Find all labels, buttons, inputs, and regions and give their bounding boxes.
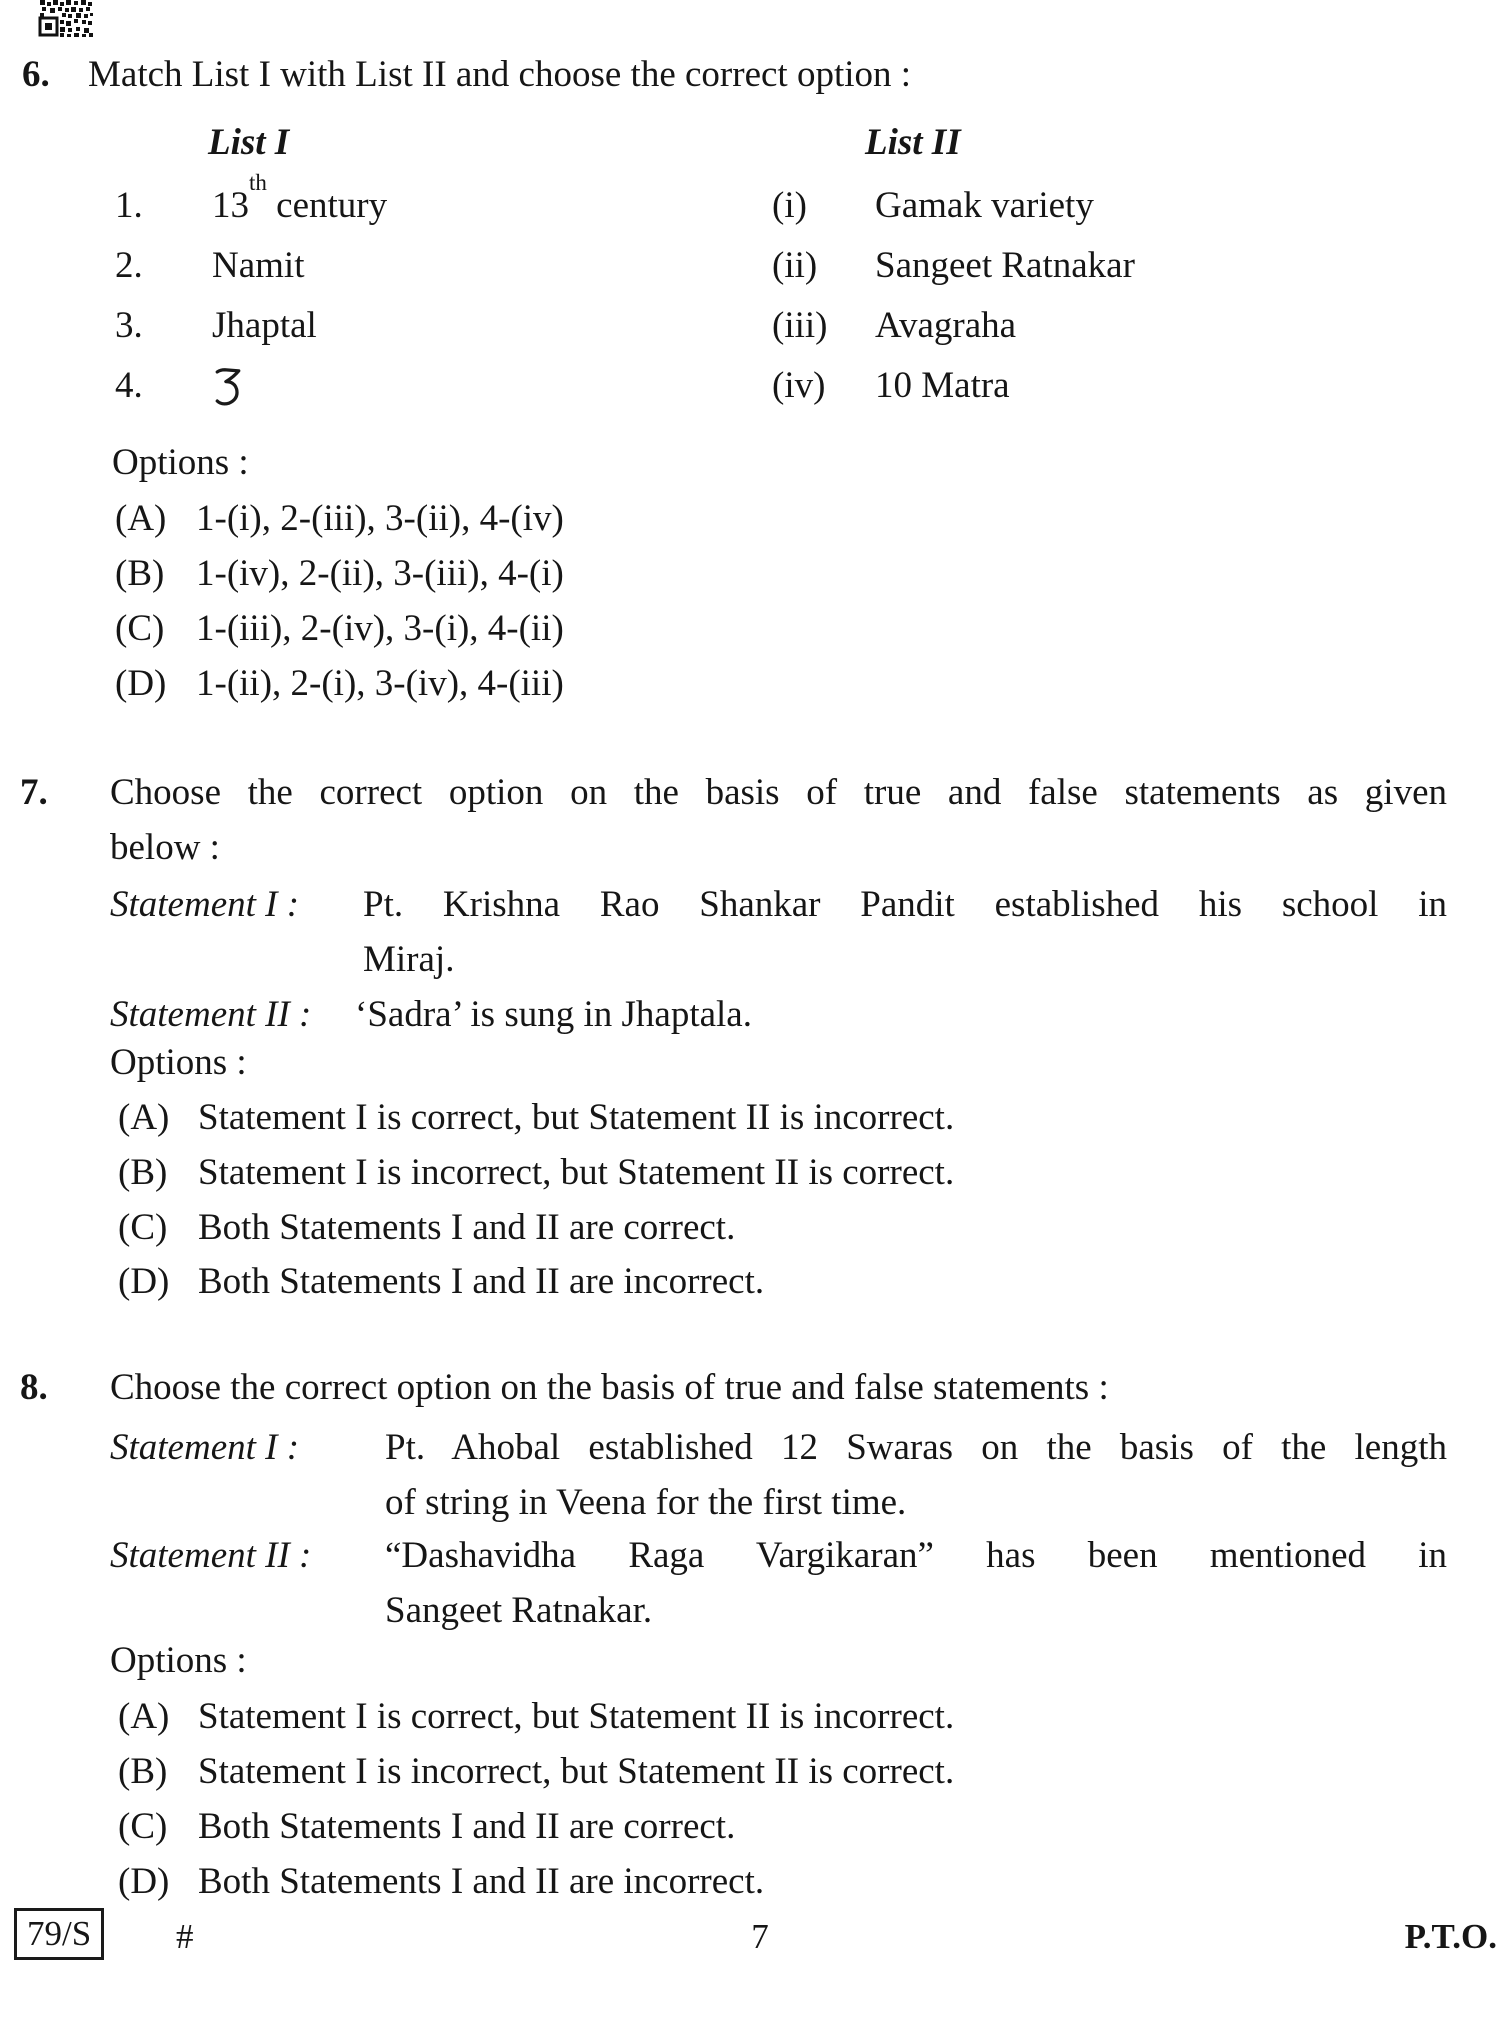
- question-number: 7.: [20, 772, 48, 813]
- option-text: Statement I is correct, but Statement II is incorrect.: [198, 1097, 955, 1138]
- option-label: (B): [118, 1751, 168, 1792]
- list-item-number: 2.: [115, 245, 143, 286]
- option-label: (D): [115, 663, 167, 704]
- footer-hash: #: [176, 1917, 194, 1956]
- list-item-text: 10 Matra: [875, 365, 1010, 406]
- question-text: Match List I with List II and choose the correct option :: [88, 54, 912, 95]
- option-text: Both Statements I and II are correct.: [198, 1806, 736, 1847]
- option-label: (C): [118, 1806, 168, 1847]
- footer-page-number: 7: [751, 1917, 769, 1956]
- list-item-text: Sangeet Ratnakar: [875, 245, 1135, 286]
- statement-line: Pt. Ahobal established 12 Swaras on the basis of the length: [385, 1427, 1447, 1468]
- options-label: Options :: [110, 1042, 247, 1083]
- list-item-number: (ii): [772, 245, 818, 286]
- statement-line: “Dashavidha Raga Vargikaran” has been mentioned in: [385, 1535, 1447, 1576]
- question-number: 6.: [22, 54, 50, 95]
- statement-label: Statement II :: [110, 994, 312, 1035]
- statement-label: Statement I :: [110, 1427, 300, 1468]
- option-label: (D): [118, 1261, 170, 1302]
- list-item-number: (iii): [772, 305, 828, 346]
- list-item-text: Gamak variety: [875, 185, 1094, 226]
- footer-pto: P.T.O.: [1404, 1917, 1497, 1956]
- option-text: Statement I is incorrect, but Statement II is correct.: [198, 1751, 955, 1792]
- option-label: (A): [118, 1097, 170, 1138]
- option-text: 1-(iii), 2-(iv), 3-(i), 4-(ii): [196, 608, 564, 649]
- list-item-text: Avagraha: [875, 305, 1017, 346]
- list-item-text: Jhaptal: [212, 305, 317, 346]
- list-ii-header: List II: [865, 122, 961, 163]
- footer-paper-code: 79/S: [14, 1908, 104, 1960]
- question-text: below :: [110, 827, 220, 868]
- list-item-number: 3.: [115, 305, 143, 346]
- option-text: Both Statements I and II are incorrect.: [198, 1261, 765, 1302]
- question-text: Choose the correct option on the basis of true and false statements :: [110, 1367, 1109, 1408]
- statement-line: Miraj.: [363, 939, 455, 980]
- list-item-number: 4.: [115, 365, 143, 406]
- options-label: Options :: [110, 1640, 247, 1681]
- option-text: Statement I is incorrect, but Statement II is correct.: [198, 1152, 955, 1193]
- option-label: (C): [118, 1207, 168, 1248]
- list-i-header: List I: [208, 122, 290, 163]
- option-text: 1-(ii), 2-(i), 3-(iv), 4-(iii): [196, 663, 564, 704]
- option-text: Statement I is correct, but Statement II is incorrect.: [198, 1696, 955, 1737]
- options-label: Options :: [112, 442, 249, 483]
- statement-label: Statement I :: [110, 884, 300, 925]
- option-label: (B): [118, 1152, 168, 1193]
- list-item-number: 1.: [115, 185, 143, 226]
- list-item-number: (iv): [772, 365, 826, 406]
- question-number: 8.: [20, 1367, 48, 1408]
- option-text: 1-(i), 2-(iii), 3-(ii), 4-(iv): [196, 498, 564, 539]
- list-item-text: Namit: [212, 245, 305, 286]
- option-label: (D): [118, 1861, 170, 1902]
- statement-line: of string in Veena for the first time.: [385, 1482, 907, 1523]
- option-label: (A): [115, 498, 167, 539]
- superscript: th: [249, 169, 267, 195]
- option-text: 1-(iv), 2-(ii), 3-(iii), 4-(i): [196, 553, 564, 594]
- qr-code: [38, 0, 94, 38]
- statement-line: ‘Sadra’ is sung in Jhaptala.: [355, 994, 752, 1035]
- option-label: (C): [115, 608, 165, 649]
- option-label: (B): [115, 553, 165, 594]
- avagraha-symbol: [214, 366, 242, 408]
- list-item-number: (i): [772, 185, 807, 226]
- question-text: Choose the correct option on the basis of true and false statements as given: [110, 772, 1447, 813]
- statement-line: Pt. Krishna Rao Shankar Pandit established his school in: [363, 884, 1447, 925]
- option-label: (A): [118, 1696, 170, 1737]
- list-item-text: 13th century: [212, 169, 388, 226]
- statement-line: Sangeet Ratnakar.: [385, 1590, 653, 1631]
- option-text: Both Statements I and II are correct.: [198, 1207, 736, 1248]
- option-text: Both Statements I and II are incorrect.: [198, 1861, 765, 1902]
- statement-label: Statement II :: [110, 1535, 312, 1576]
